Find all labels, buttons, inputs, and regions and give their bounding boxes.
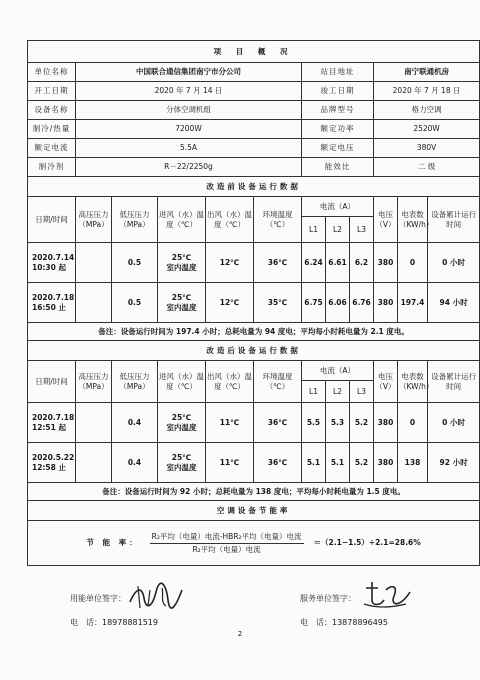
- before-note: 备注：设备运行时间为 197.4 小时；总耗电量为 94 度电；平均每小时耗电量为 2.1 度电。: [28, 323, 480, 341]
- voltage-label: 额定电压: [302, 139, 374, 158]
- service-signature-scrawl: [360, 578, 416, 612]
- row-l1: 6.75: [302, 283, 326, 323]
- row-runtime: 0 小时: [428, 403, 480, 443]
- row-hp: [76, 403, 112, 443]
- col-inlet: 进风（水）温度（℃）: [158, 197, 206, 243]
- row-l2: 6.61: [326, 243, 350, 283]
- row-meter: 0: [398, 403, 428, 443]
- row-inlet-note: 室内温度: [166, 262, 197, 272]
- cool-value: 7200W: [76, 120, 302, 139]
- unit-value: 中国联合通信集团南宁市分公司: [76, 63, 302, 82]
- row-date: 2020.5.22: [32, 452, 75, 462]
- row-voltage: 380: [374, 243, 398, 283]
- saving-section-title: 空调设备节能率: [28, 501, 480, 521]
- voltage-value: 380V: [374, 139, 480, 158]
- row-voltage: 380: [374, 283, 398, 323]
- col-l3: L3: [350, 217, 374, 243]
- row-l1: 6.24: [302, 243, 326, 283]
- saving-fraction: [150, 532, 304, 555]
- page-number: 2: [237, 630, 243, 638]
- end-value: 2020 年 7 月 18 日: [374, 82, 480, 101]
- row-ambient: 36℃: [254, 243, 302, 283]
- row-runtime: 92 小时: [428, 443, 480, 483]
- table-row: [28, 283, 480, 323]
- row-l3: 5.2: [350, 403, 374, 443]
- user-phone: 电 话：18978881519: [70, 618, 158, 627]
- row-l2: 5.1: [326, 443, 350, 483]
- user-signature-scrawl: [126, 580, 186, 612]
- current-value: 5.5A: [76, 139, 302, 158]
- row-l1: 5.5: [302, 403, 326, 443]
- col-datetime: 日期/时间: [28, 197, 76, 243]
- table-row: [28, 443, 480, 483]
- row-inlet-note: 室内温度: [166, 462, 197, 472]
- power-value: 2520W: [374, 120, 480, 139]
- row-outlet: 12℃: [206, 243, 254, 283]
- col-voltage: 电压（V）: [374, 197, 398, 243]
- row-lp: 0.5: [112, 283, 158, 323]
- col-hp: 高压压力（MPa）: [76, 197, 112, 243]
- service-phone: 电 话：13878896495: [300, 618, 388, 627]
- col-lp: 低压压力（MPa）: [112, 197, 158, 243]
- col-l1: L1: [302, 381, 326, 403]
- col-lp: 低压压力（MPa）: [112, 361, 158, 403]
- row-inlet-temp: 25℃: [171, 292, 192, 302]
- table-title: 项 目 概 况: [28, 41, 480, 63]
- row-ambient: 36℃: [254, 403, 302, 443]
- row-inlet-temp: 25℃: [171, 452, 192, 462]
- row-ambient: 36℃: [254, 443, 302, 483]
- table-row: [28, 243, 480, 283]
- col-runtime: 设备累计运行时间: [428, 361, 480, 403]
- col-inlet: 进风（水）温度（℃）: [158, 361, 206, 403]
- col-datetime: 日期/时间: [28, 361, 76, 403]
- col-current: 电流（A）: [302, 197, 374, 217]
- unit-label: 单位名称: [28, 63, 76, 82]
- col-meter: 电表数（KW/h）: [398, 361, 428, 403]
- col-runtime: 设备累计运行时间: [428, 197, 480, 243]
- row-time: 12:58 止: [32, 462, 66, 472]
- saving-result: ＝（2.1−1.5）÷2.1=28.6%: [313, 538, 421, 548]
- eff-label: 能效比: [302, 158, 374, 177]
- user-sign-label: 用能单位签字：: [70, 594, 126, 603]
- row-date: 2020.7.18: [32, 412, 75, 422]
- col-l2: L2: [326, 381, 350, 403]
- row-l3: 5.2: [350, 443, 374, 483]
- row-hp: [76, 243, 112, 283]
- col-ambient: 环境温度（℃）: [254, 197, 302, 243]
- row-outlet: 11℃: [206, 403, 254, 443]
- row-outlet: 12℃: [206, 283, 254, 323]
- power-label: 额定功率: [302, 120, 374, 139]
- col-voltage: 电压（V）: [374, 361, 398, 403]
- row-outlet: 11℃: [206, 443, 254, 483]
- saving-denominator: R₂平均（电量）电流: [192, 544, 261, 554]
- after-note: 备注：设备运行时间为 92 小时；总耗电量为 138 度电；平均每小时耗电量为 1.5 度电。: [28, 483, 480, 501]
- row-meter: 138: [398, 443, 428, 483]
- after-section-title: 改造后设备运行数据: [28, 341, 480, 361]
- row-l2: 5.3: [326, 403, 350, 443]
- site-label: 站目地址: [302, 63, 374, 82]
- cool-label: 制冷/热量: [28, 120, 76, 139]
- row-inlet-note: 室内温度: [166, 422, 197, 432]
- project-table: [27, 40, 480, 566]
- col-meter: 电表数（KW/h）: [398, 197, 428, 243]
- row-meter: 197.4: [398, 283, 428, 323]
- refrig-value: R－22/2250g: [76, 158, 302, 177]
- end-label: 竣工日期: [302, 82, 374, 101]
- eff-value: 二 级: [374, 158, 480, 177]
- saving-label: 节 能 率：: [86, 538, 140, 548]
- col-l3: L3: [350, 381, 374, 403]
- start-label: 开工日期: [28, 82, 76, 101]
- row-time: 10:30 起: [32, 262, 66, 272]
- row-time: 12:51 起: [32, 422, 66, 432]
- row-meter: 0: [398, 243, 428, 283]
- row-time: 16:50 止: [32, 302, 66, 312]
- row-date: 2020.7.14: [32, 252, 75, 262]
- row-lp: 0.4: [112, 443, 158, 483]
- service-sign-label: 服务单位签字：: [300, 594, 356, 603]
- row-voltage: 380: [374, 403, 398, 443]
- col-outlet: 出风（水）温度（℃）: [206, 197, 254, 243]
- row-l1: 5.1: [302, 443, 326, 483]
- row-runtime: 94 小时: [428, 283, 480, 323]
- refrig-label: 制冷剂: [28, 158, 76, 177]
- row-l3: 6.76: [350, 283, 374, 323]
- col-outlet: 出风（水）温度（℃）: [206, 361, 254, 403]
- device-value: 分体空调机组: [76, 101, 302, 120]
- row-l3: 6.2: [350, 243, 374, 283]
- table-row: [28, 403, 480, 443]
- site-value: 南宁联通机房: [374, 63, 480, 82]
- row-hp: [76, 443, 112, 483]
- row-l2: 6.06: [326, 283, 350, 323]
- brand-label: 品牌型号: [302, 101, 374, 120]
- col-l2: L2: [326, 217, 350, 243]
- brand-value: 格力空调: [374, 101, 480, 120]
- row-lp: 0.5: [112, 243, 158, 283]
- col-current: 电流（A）: [302, 361, 374, 381]
- row-voltage: 380: [374, 443, 398, 483]
- saving-formula: [28, 521, 480, 566]
- row-inlet-temp: 25℃: [171, 412, 192, 422]
- row-inlet-note: 室内温度: [166, 302, 197, 312]
- col-hp: 高压压力（MPa）: [76, 361, 112, 403]
- start-value: 2020 年 7 月 14 日: [76, 82, 302, 101]
- row-date: 2020.7.18: [32, 292, 75, 302]
- row-runtime: 0 小时: [428, 243, 480, 283]
- row-hp: [76, 283, 112, 323]
- current-label: 额定电流: [28, 139, 76, 158]
- before-section-title: 改造前设备运行数据: [28, 177, 480, 197]
- col-l1: L1: [302, 217, 326, 243]
- col-ambient: 环境温度（℃）: [254, 361, 302, 403]
- device-label: 设备名称: [28, 101, 76, 120]
- row-ambient: 35℃: [254, 283, 302, 323]
- row-inlet-temp: 25℃: [171, 252, 192, 262]
- row-lp: 0.4: [112, 403, 158, 443]
- saving-numerator: R₂平均（电量）电流-HBR₂平均（电量）电流: [150, 532, 304, 544]
